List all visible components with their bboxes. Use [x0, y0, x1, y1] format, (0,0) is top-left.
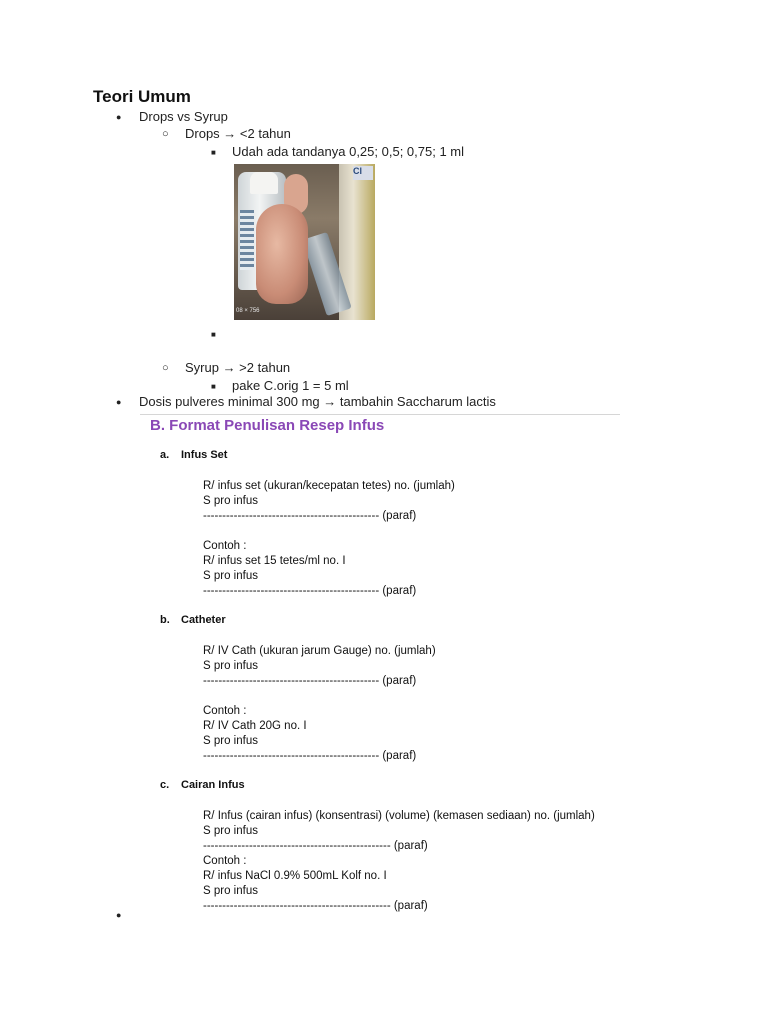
rx-line: S pro infus	[203, 825, 258, 837]
photo-box-label: Cl	[353, 166, 373, 180]
bullet-disc-empty: ●	[116, 910, 122, 920]
bullet-disc: ●	[116, 397, 122, 407]
list-item-drops-vs-syrup: Drops vs Syrup	[139, 109, 228, 124]
rx-line: S pro infus	[203, 570, 258, 582]
rx-line: S pro infus	[203, 885, 258, 897]
bullet-square: ■	[211, 148, 216, 157]
subsection-heading-catheter: Catheter	[181, 614, 226, 626]
list-item-syrup: Syrup → >2 tahun	[185, 360, 291, 375]
rx-line: ---------------------------------------------- (paraf)	[203, 585, 417, 597]
subsection-letter-b: b.	[160, 614, 170, 626]
rx-line: Contoh :	[203, 855, 247, 867]
rx-line: ------------------------------------------------- (paraf)	[203, 900, 428, 912]
bullet-square: ■	[211, 382, 216, 391]
rx-line: S pro infus	[203, 495, 258, 507]
list-item-drops-note: Udah ada tandanya 0,25; 0,5; 0,75; 1 ml	[232, 144, 465, 159]
subsection-letter-c: c.	[160, 779, 170, 791]
subsection-heading-cairan-infus: Cairan Infus	[181, 779, 245, 791]
photo-caption: 08 × 756	[236, 308, 260, 314]
list-item-syrup-note: pake C.orig 1 = 5 ml	[232, 378, 349, 393]
section-divider	[140, 414, 620, 415]
rx-line: ---------------------------------------------- (paraf)	[203, 510, 417, 522]
subsection-heading-infus-set: Infus Set	[181, 449, 228, 461]
rx-line: Contoh :	[203, 705, 247, 717]
bullet-circle: ○	[162, 362, 169, 374]
subsection-letter-a: a.	[160, 449, 170, 461]
rx-line: S pro infus	[203, 735, 258, 747]
rx-line: Contoh :	[203, 540, 247, 552]
dropper-bottle-photo	[234, 164, 375, 320]
rx-line: ---------------------------------------------- (paraf)	[203, 750, 417, 762]
rx-line: R/ infus set (ukuran/kecepatan tetes) no. (jumlah)	[203, 480, 455, 492]
rx-line: R/ IV Cath (ukuran jarum Gauge) no. (jumlah)	[203, 645, 436, 657]
bullet-disc: ●	[116, 112, 122, 122]
photo-bottle-label	[240, 210, 254, 270]
list-item-dosis: Dosis pulveres minimal 300 mg → tambahin Saccharum lactis	[139, 394, 496, 409]
rx-line: S pro infus	[203, 660, 258, 672]
rx-line: R/ infus set 15 tetes/ml no. I	[203, 555, 346, 567]
page-title: Teori Umum	[93, 87, 191, 106]
photo-hand	[256, 204, 308, 304]
rx-line: ---------------------------------------------- (paraf)	[203, 675, 417, 687]
rx-line: R/ IV Cath 20G no. I	[203, 720, 307, 732]
rx-line: R/ infus NaCl 0.9% 500mL Kolf no. I	[203, 870, 387, 882]
photo-bottle-cap	[250, 172, 278, 194]
section-title-infus: B. Format Penulisan Resep Infus	[150, 417, 385, 434]
bullet-circle: ○	[162, 128, 169, 140]
list-item-drops: Drops → <2 tahun	[185, 126, 291, 141]
rx-line: ------------------------------------------------- (paraf)	[203, 840, 428, 852]
rx-line: R/ Infus (cairan infus) (konsentrasi) (volume) (kemasen sediaan) no. (jumlah)	[203, 810, 595, 822]
bullet-square-empty: ■	[211, 330, 216, 339]
